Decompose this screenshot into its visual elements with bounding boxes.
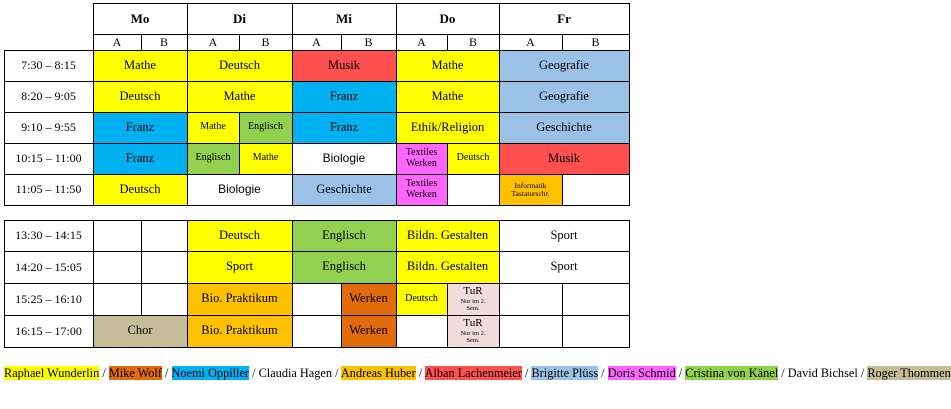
grid-line [396, 174, 397, 206]
legend-separator: / [99, 366, 109, 380]
grid-line [562, 283, 563, 316]
lesson-cell [292, 50, 396, 81]
lesson-label: Englisch [322, 259, 366, 274]
lesson-note: Nur im 2. Sem. [460, 297, 486, 312]
lesson-cell [187, 143, 239, 174]
lesson-cell [396, 251, 499, 283]
lesson-cell [341, 315, 396, 347]
lesson-cell [187, 220, 292, 251]
grid-line [141, 220, 142, 252]
lesson-label: Biologie [322, 151, 366, 166]
lesson-label: Deutsch [405, 292, 438, 304]
grid-line [93, 112, 94, 144]
lesson-cell [292, 81, 396, 112]
time-slot: 10:15 – 11:00 [15, 151, 82, 166]
legend-separator: / [598, 366, 608, 380]
grid-line [4, 220, 5, 348]
lesson-label: Mathe [200, 121, 226, 133]
lesson-cell [447, 283, 499, 315]
lesson-cell [447, 143, 499, 174]
lesson-cell [499, 251, 629, 283]
grid-line [187, 143, 188, 175]
grid-line [396, 81, 397, 113]
grid-line [141, 283, 142, 316]
grid-line [499, 3, 500, 51]
grid-line [292, 81, 293, 113]
lesson-cell [396, 220, 499, 251]
teacher-name: Andreas Huber [340, 366, 416, 380]
grid-line [187, 3, 188, 51]
lesson-label: Sport [550, 259, 578, 274]
grid-line [187, 220, 188, 252]
teacher-legend [4, 365, 951, 382]
legend-separator: / [521, 366, 532, 380]
teacher-name: Brigitte Plüss [531, 366, 599, 380]
grid-line [93, 3, 94, 51]
lesson-cell [239, 112, 292, 143]
lesson-label: Bildn. Gestalten [406, 227, 489, 242]
grid-line [187, 81, 188, 113]
lesson-cell [93, 81, 187, 112]
grid-line [447, 143, 448, 175]
time-slot: 7:30 – 8:15 [21, 58, 76, 73]
lesson-label: Deutsch [119, 88, 161, 103]
grid-line [4, 81, 630, 82]
lesson-label: Mathe [252, 152, 279, 164]
grid-line [499, 81, 500, 113]
lesson-cell [499, 174, 562, 205]
grid-line [396, 50, 397, 82]
lesson-label: Werken [349, 291, 388, 306]
teacher-name: Noemi Oppiller [171, 366, 250, 380]
lesson-cell [187, 50, 292, 81]
grid-line [341, 315, 342, 348]
lesson-cell [499, 143, 629, 174]
grid-line [396, 315, 397, 348]
lesson-cell [187, 112, 239, 143]
lesson-label: Geografie [539, 88, 589, 103]
lesson-cell [341, 283, 396, 315]
grid-line [629, 3, 630, 51]
day-header-mi: Mi [336, 10, 352, 26]
lesson-cell [292, 174, 396, 205]
grid-line [292, 251, 293, 284]
grid-line [4, 174, 630, 175]
grid-line [93, 251, 94, 284]
grid-line [93, 50, 94, 82]
lesson-label: Deutsch [119, 181, 161, 196]
grid-line [93, 81, 94, 113]
grid-line [499, 315, 500, 348]
grid-line [4, 220, 630, 221]
lesson-note: Nur im 2. Sem. [460, 329, 486, 344]
lesson-cell [499, 81, 629, 112]
lesson-label: Englisch [195, 152, 231, 164]
grid-line [396, 251, 397, 284]
lesson-cell [396, 143, 447, 174]
grid-line [4, 205, 630, 206]
teacher-name: Raphael Wunderlin [4, 366, 100, 380]
grid-line [447, 283, 448, 316]
lesson-label: Franz [125, 119, 155, 134]
lesson-label: TuR [463, 285, 483, 298]
lesson-label: Ethik/Religion [410, 119, 485, 134]
grid-line [292, 174, 293, 206]
time-slot: 11:05 – 11:50 [15, 182, 82, 197]
lesson-cell [93, 50, 187, 81]
lesson-label: Mathe [223, 88, 256, 103]
group-header-a: A [526, 34, 535, 49]
group-header-a: A [208, 34, 218, 49]
grid-line [396, 112, 397, 144]
grid-line [499, 50, 500, 82]
group-header-b: B [591, 34, 600, 49]
grid-line [396, 143, 397, 175]
grid-line [447, 34, 448, 51]
lesson-cell [93, 174, 187, 205]
lesson-label: Textiles Werken [405, 178, 438, 200]
grid-line [239, 34, 240, 51]
day-header-fr: Fr [557, 10, 571, 26]
lesson-cell [396, 283, 447, 315]
lesson-label: Mathe [431, 57, 464, 72]
legend-separator: / [675, 366, 686, 380]
legend-separator: / [161, 366, 172, 380]
lesson-label: Bildn. Gestalten [406, 259, 489, 274]
lesson-cell [292, 143, 396, 174]
lesson-label: Mathe [124, 57, 156, 72]
grid-line [396, 220, 397, 252]
legend-separator: / [778, 366, 788, 380]
lesson-label: Englisch [248, 121, 283, 133]
lesson-label: TuR [463, 317, 483, 330]
grid-line [239, 112, 240, 144]
grid-line [341, 283, 342, 316]
day-header-mo: Mo [130, 10, 150, 26]
grid-line [4, 50, 630, 51]
lesson-cell [292, 112, 396, 143]
group-header-b: B [159, 34, 168, 49]
grid-line [292, 220, 293, 252]
legend-separator: / [415, 366, 425, 380]
lesson-cell [93, 143, 187, 174]
group-header-a: A [112, 34, 122, 49]
group-header-b: B [364, 34, 373, 49]
grid-line [93, 34, 630, 35]
grid-line [4, 112, 630, 113]
lesson-label: Bio. Praktikum [201, 323, 278, 338]
grid-line [562, 174, 563, 206]
grid-line [93, 220, 94, 252]
teacher-name: David Bichsel [787, 366, 858, 380]
lesson-label: Geschichte [316, 181, 372, 196]
lesson-cell [187, 251, 292, 283]
grid-line [396, 283, 397, 316]
grid-line [4, 347, 630, 348]
lesson-cell [292, 251, 396, 283]
lesson-cell [292, 220, 396, 251]
teacher-name: Cristina von Känel [685, 366, 779, 380]
lesson-cell [499, 50, 629, 81]
lesson-cell [187, 283, 292, 315]
grid-line [187, 251, 188, 284]
lesson-cell [239, 143, 292, 174]
grid-line [341, 34, 342, 51]
teacher-name: Claudia Hagen [258, 366, 333, 380]
teacher-name: Doris Schmid [607, 366, 676, 380]
day-header-do: Do [439, 10, 456, 26]
grid-line [4, 315, 630, 316]
day-header-di: Di [233, 10, 246, 26]
grid-line [93, 3, 630, 4]
lesson-label: Textiles Werken [405, 147, 438, 169]
legend-separator: / [249, 366, 259, 380]
grid-line [187, 283, 188, 316]
lesson-label: Deutsch [219, 227, 260, 242]
grid-line [239, 143, 240, 175]
grid-line [187, 112, 188, 144]
grid-line [141, 251, 142, 284]
grid-line [629, 220, 630, 252]
lesson-cell [499, 220, 629, 251]
grid-line [499, 174, 500, 206]
group-header-a: A [312, 34, 321, 49]
grid-line [4, 143, 630, 144]
lesson-cell [187, 81, 292, 112]
grid-line [93, 315, 94, 348]
teacher-name: Mike Wolf [108, 366, 162, 380]
lesson-cell [396, 81, 499, 112]
grid-line [292, 283, 293, 316]
grid-line [292, 112, 293, 144]
time-slot: 8:20 – 9:05 [21, 89, 76, 104]
teacher-name: Roger Thommen [867, 366, 951, 380]
grid-line [187, 174, 188, 206]
lesson-label: Bio. Praktikum [201, 291, 278, 306]
grid-line [629, 174, 630, 206]
group-header-a: A [417, 34, 426, 49]
lesson-cell [187, 315, 292, 347]
teacher-name: Alban Lachenmeier [424, 366, 522, 380]
lesson-label: Geschichte [536, 119, 592, 134]
grid-line [4, 50, 5, 206]
time-slot: 14:20 – 15:05 [15, 259, 82, 274]
lesson-label: Englisch [322, 227, 366, 242]
lesson-label: Informatik Tastaturschr. [511, 180, 550, 198]
legend-separator: / [332, 366, 341, 380]
lesson-cell [396, 112, 499, 143]
lesson-label: Franz [329, 119, 359, 134]
lesson-label: Biologie [218, 182, 261, 197]
lesson-label: Mathe [431, 88, 464, 103]
lesson-label: Werken [349, 323, 388, 338]
grid-line [292, 50, 293, 82]
lesson-label: Franz [329, 88, 359, 103]
time-slot: 15:25 – 16:10 [15, 291, 82, 306]
grid-line [93, 283, 94, 316]
lesson-label: Sport [225, 259, 254, 274]
lesson-label: Franz [125, 150, 155, 165]
grid-line [396, 3, 397, 51]
grid-line [629, 143, 630, 175]
lesson-label: Sport [550, 227, 578, 242]
grid-line [629, 315, 630, 348]
grid-line [141, 34, 142, 51]
time-slot: 16:15 – 17:00 [15, 323, 82, 338]
lesson-cell [499, 112, 629, 143]
group-header-b: B [468, 34, 477, 49]
lesson-cell [93, 315, 187, 347]
lesson-label: Deutsch [219, 57, 260, 72]
grid-line [499, 283, 500, 316]
grid-line [4, 251, 630, 252]
lesson-cell [93, 112, 187, 143]
grid-line [629, 50, 630, 82]
grid-line [499, 251, 500, 284]
lesson-cell [447, 315, 499, 347]
lesson-label: Geografie [539, 57, 589, 72]
grid-line [187, 50, 188, 82]
grid-line [629, 251, 630, 284]
grid-line [499, 143, 500, 175]
lesson-label: Deutsch [456, 152, 490, 164]
grid-line [562, 315, 563, 348]
grid-line [499, 220, 500, 252]
legend-separator: / [857, 366, 868, 380]
grid-line [292, 315, 293, 348]
lesson-cell [187, 174, 292, 205]
grid-line [562, 34, 563, 51]
grid-line [499, 112, 500, 144]
grid-line [187, 315, 188, 348]
grid-line [93, 143, 94, 175]
time-slot: 9:10 – 9:55 [21, 120, 76, 135]
grid-line [629, 283, 630, 316]
group-header-b: B [261, 34, 270, 49]
lesson-label: Chor [127, 323, 153, 338]
lesson-label: Musik [328, 57, 360, 72]
grid-line [292, 143, 293, 175]
grid-line [4, 283, 630, 284]
grid-line [629, 81, 630, 113]
time-slot: 13:30 – 14:15 [15, 228, 82, 243]
lesson-cell [396, 50, 499, 81]
grid-line [93, 174, 94, 206]
grid-line [292, 3, 293, 51]
grid-line [447, 315, 448, 348]
grid-line [629, 112, 630, 144]
grid-line [447, 174, 448, 206]
lesson-label: Musik [548, 150, 580, 165]
lesson-cell [396, 174, 447, 205]
